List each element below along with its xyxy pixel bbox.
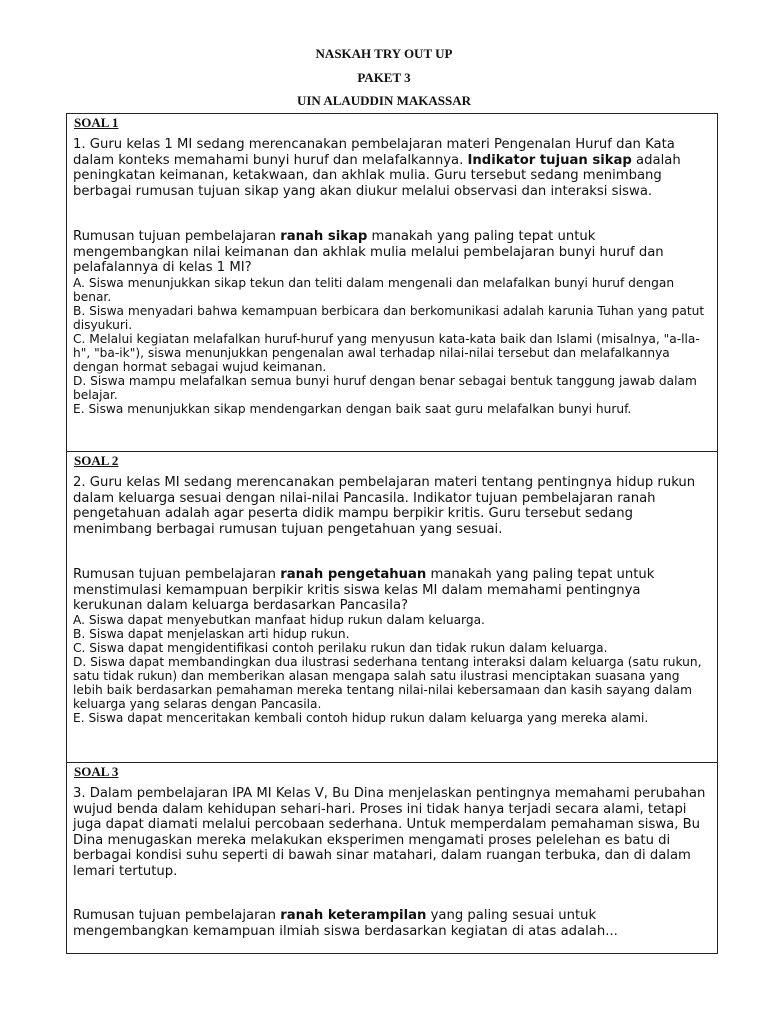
soal-1-intro: 1. Guru kelas 1 MI sedang merencanakan pembelajaran materi Pengenalan Huruf dan Kata dalam konteks memahami bunyi huruf dan melafalkannya. Indikator tujuan sikap adalah peningkatan keimanan, ketakwaan, dan akhlak mulia. Guru tersebut sedang menimbang berbagai rumusan tujuan sikap yang akan diukur melalui observasi dan interaksi siswa. <box>73 137 681 199</box>
soal-3-label: SOAL 3 <box>74 764 119 779</box>
soal-2-option-a: A. Siswa dapat menyebutkan manfaat hidup rukun dalam keluarga. <box>73 613 485 627</box>
soal-2-option-b: B. Siswa dapat menjelaskan arti hidup rukun. <box>73 627 350 641</box>
soal-1-option-d: D. Siswa mampu melafalkan semua bunyi huruf dengan benar sebagai bentuk tanggung jawab dalam belajar. <box>73 374 697 402</box>
doc-institution: UIN ALAUDDIN MAKASSAR <box>296 93 472 108</box>
soal-2-option-d: D. Siswa dapat membandingkan dua ilustrasi sederhana tentang interaksi dalam keluarga (satu rukun, satu tidak rukun) dan memberikan alasan mengapa salah satu ilustrasi menciptakan suasana yang lebih baik berdasarkan pemahaman mereka tentang nilai-nilai kebersamaan dan kasih sayang dalam keluarga yang selaras dengan Pancasila. <box>73 655 702 711</box>
soal-1-option-b: B. Siswa menyadari bahwa kemampuan berbicara dan berkomunikasi adalah karunia Tuhan yang patut disyukuri. <box>73 304 705 332</box>
doc-package: PAKET 3 <box>357 70 411 85</box>
soal-2-box <box>66 451 718 763</box>
doc-title: NASKAH TRY OUT UP <box>315 46 453 61</box>
soal-2-label: SOAL 2 <box>74 453 119 468</box>
soal-1-box <box>66 113 718 452</box>
soal-2-option-c: C. Siswa dapat mengidentifikasi contoh perilaku rukun dan tidak rukun dalam keluarga. <box>73 641 608 655</box>
soal-2-intro: 2. Guru kelas MI sedang merencanakan pembelajaran materi tentang pentingnya hidup rukun dalam keluarga sesuai dengan nilai-nilai Pancasila. Indikator tujuan pembelajaran ranah pengetahuan adalah agar peserta didik mampu berpikir kritis. Guru tersebut sedang menimbang berbagai rumusan tujuan pengetahuan yang sesuai. <box>73 475 696 537</box>
soal-1-label: SOAL 1 <box>74 115 119 130</box>
soal-1-question: Rumusan tujuan pembelajaran ranah sikap manakah yang paling tepat untuk mengembangkan nilai keimanan dan akhlak mulia melalui pembelajaran bunyi huruf dan pelafalannya di kelas 1 MI? <box>73 229 664 275</box>
soal-2-question: Rumusan tujuan pembelajaran ranah pengetahuan manakah yang paling tepat untuk menstimulasi kemampuan berpikir kritis siswa kelas MI dalam memahami pentingnya kerukunan dalam keluarga berdasarkan Pancasila? <box>73 567 655 613</box>
soal-3-question: Rumusan tujuan pembelajaran ranah keterampilan yang paling sesuai untuk mengembangkan kemampuan ilmiah siswa berdasarkan kegiatan di atas adalah... <box>73 908 618 939</box>
soal-3-intro: 3. Dalam pembelajaran IPA MI Kelas V, Bu Dina menjelaskan pentingnya memahami perubahan wujud benda dalam kehidupan sehari-hari. Proses ini tidak hanya terjadi secara alami, tetapi juga dapat diamati melalui percobaan sederhana. Untuk memperdalam pemahaman siswa, Bu Dina menugaskan mereka melakukan eksperimen mengamati proses pelelehan es batu di berbagai kondisi suhu seperti di bawah sinar matahari, dalam ruangan terbuka, dan di dalam lemari tertutup. <box>73 786 706 879</box>
soal-1-option-c: C. Melalui kegiatan melafalkan huruf-huruf yang menyusun kata-kata baik dan Islami (misalnya, "a-lla-h", "ba-ik"), siswa menunjukkan pengenalan awal terhadap nilai-nilai tersebut dan melafalkannya dengan hormat sebagai wujud keimanan. <box>73 332 700 374</box>
soal-1-option-e: E. Siswa menunjukkan sikap mendengarkan dengan baik saat guru melafalkan bunyi huruf. <box>73 402 632 416</box>
soal-2-option-e: E. Siswa dapat menceritakan kembali contoh hidup rukun dalam keluarga yang mereka alami. <box>73 711 649 725</box>
soal-1-option-a: A. Siswa menunjukkan sikap tekun dan teliti dalam mengenali dan melafalkan bunyi huruf dengan benar. <box>73 276 675 304</box>
soal-3-box <box>66 762 718 954</box>
